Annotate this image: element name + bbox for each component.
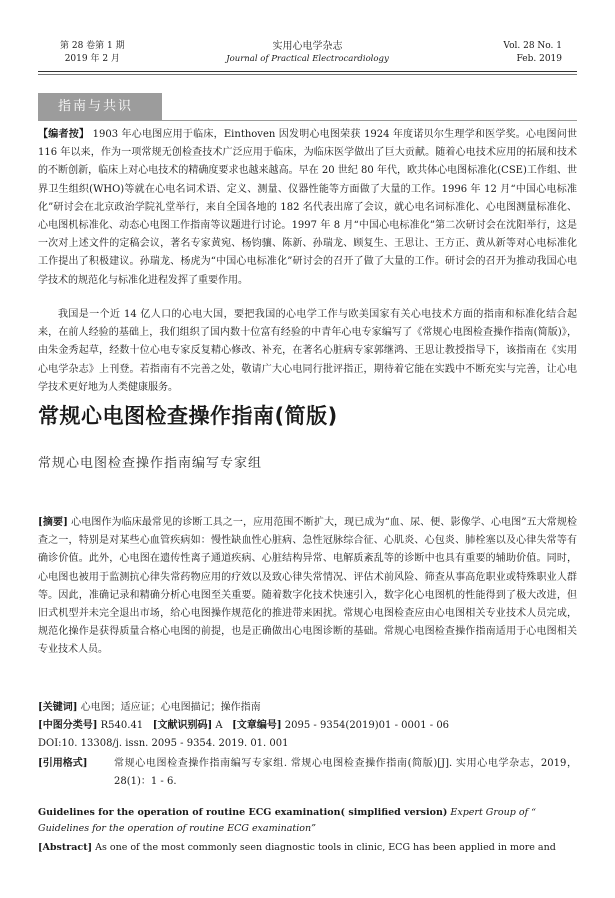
classification bbox=[38, 717, 449, 735]
english-abstract-label: [Abstract] bbox=[38, 842, 93, 853]
keywords-label: [关键词] bbox=[38, 702, 78, 713]
abstract-label: [摘要] bbox=[38, 517, 68, 528]
article-no-value: 2095 - 9354(2019)01 - 0001 - 06 bbox=[281, 720, 450, 731]
english-abstract bbox=[38, 840, 577, 856]
header-volume-en bbox=[492, 40, 562, 66]
doc-code-label: [文献识别码] bbox=[152, 720, 213, 731]
header-rule bbox=[38, 71, 577, 72]
english-title-text: Guidelines for the operation of routine ECG examination( simplified version) bbox=[38, 807, 448, 818]
clc-label: [中图分类号] bbox=[38, 720, 98, 731]
editor-note-para2: 我国是一个近 14 亿人口的心电大国，要把我国的心电学工作与欧美国家有关心电技术方面的指南和标准化结合起来，在前人经验的基础上，我们组织了国内数十位富有经验的中青年心电专家编写了《常规心电图检查操作指南(简版)》，由朱金秀起草，经数十位心电专家反复精心修改、补充，在著名心脏病专家郭继鸿、王思让教授指导下，该指南在《实用心电学杂志》上刊登。若指南有不完善之处，敬请广大心电同行批评指正，期待着它能在实践中不断充实与完善，让心电学技术更好地为人类健康服务。 bbox=[38, 309, 577, 393]
article-title: 常规心电图检查操作指南(简版) bbox=[38, 404, 338, 428]
issue-date: 2019 年 2 月 bbox=[64, 54, 120, 64]
keywords bbox=[38, 699, 261, 717]
abstract-text: 心电图作为临床最常见的诊断工具之一，应用范围不断扩大，现已成为“血、尿、便、影像学、心电图”五大常规检查之一，特别是对某些心血管疾病如：慢性缺血性心脏病、急性冠脉综合征、心肌炎、心包炎、肺栓塞以及心律失常等有确诊价值。此外，心电图在遗传性离子通道疾病、心脏结构异常、电解质紊乱等的诊断中也具有重要的辅助价值。同时，心电图也被用于监测抗心律失常药物应用的疗效以及致心律失常情况、评估术前风险、筛查从事高危职业或特殊职业人群等。因此，准确记录和精确分析心电图至关重要。随着数字化技术快速引入，数字化心电图机的性能得到了极大改进，但旧式机型并未完全退出市场，给心电图操作规范化的推进带来困扰。常规心电图检查应由心电图相关专业技术人员完成，规范化操作是获得质量合格心电图的前提，也是正确做出心电图诊断的基础。常规心电图检查操作指南适用于心电图相关专业技术人员。 bbox=[38, 517, 577, 656]
journal-name-en: Journal of Practical Electrocardiology bbox=[226, 54, 389, 64]
volume-en: Vol. 28 No. 1 bbox=[503, 41, 562, 51]
volume-issue: 第 28 卷第 1 期 bbox=[60, 41, 125, 51]
journal-name-zh: 实用心电学杂志 bbox=[272, 41, 343, 52]
article-author: 常规心电图检查操作指南编写专家组 bbox=[38, 456, 263, 471]
english-title bbox=[38, 805, 577, 837]
citation-text: 常规心电图检查操作指南编写专家组. 常规心电图检查操作指南(简版)[J]. 实用心电学杂志，2019，28(1)：1 - 6. bbox=[114, 758, 577, 787]
column-tag-rule bbox=[162, 120, 577, 121]
keywords-text: 心电图；适应证；心电图描记；操作指南 bbox=[77, 702, 261, 713]
editor-note-label: 【编者按】 bbox=[38, 129, 90, 140]
date-en: Feb. 2019 bbox=[516, 54, 562, 64]
editor-note-text: 1903 年心电图应用于临床，Einthoven 因发明心电图荣获 1924 年度诺贝尔生理学和医学奖。心电图问世 116 年以来，作为一项常规无创检查技术广泛应用于临床，为临床医学做出了巨大贡献。随着心电技术应用的拓展和技术的不断创新，临床上对心电技术的精确度要求也越来越高。早在 20 世纪 80 年代，欧共体心电图标准化(CSE)工作组、世界卫生组织(WHO)等就在心电名词术语、定义、测量、仪器性能等方面做了大量的工作。1996 年 12 月“中国心电标准化”研讨会在北京政治学院礼堂举行，来自全国各地的 182 名代表出席了会议，就心电名词标准化、心电图测量标准化、心电图机标准化、动态心电图工作指南等议题进行讨论。1997 年 8 月“中国心电标准化”第二次研讨会在沈阳举行，这是一次对上述文件的定稿会议，著名专家黄宛、杨钧骧、陈新、孙瑞龙、顾复生、王思让、王方正、黄从新等对心电标准化工作提出了积极建议。孙瑞龙、杨虎为“中国心电标准化”研讨会的召开了做了大量的工作。研讨会的召开为推动我国心电学技术的规范化与标准化进程发挥了重要作用。 bbox=[38, 129, 578, 286]
english-abstract-text: As one of the most commonly seen diagnostic tools in clinic, ECG has been applied in more and bbox=[92, 842, 556, 853]
english-author: Expert Group of “ Guidelines for the operation of routine ECG examination” bbox=[38, 807, 536, 834]
citation-label: [引用格式] bbox=[38, 758, 88, 769]
editor-note bbox=[38, 126, 577, 290]
column-tag: 指南与共识 bbox=[38, 93, 162, 121]
doc-code-value: A bbox=[212, 720, 226, 731]
abstract-zh bbox=[38, 514, 577, 660]
article-no-label: [文章编号] bbox=[232, 720, 282, 731]
clc-value: R540.41 bbox=[97, 720, 147, 731]
header-rule-thin bbox=[38, 74, 577, 75]
doi: DOI:10. 13308/j. issn. 2095 - 9354. 2019. 01. 001 bbox=[38, 738, 289, 749]
